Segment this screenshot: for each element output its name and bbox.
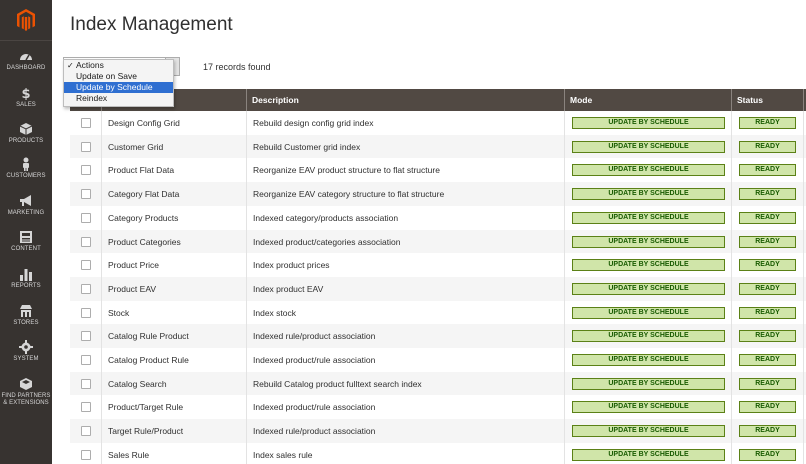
- cell-divider: [731, 395, 732, 419]
- indexer-description: Indexed product/categories association: [253, 236, 401, 247]
- cell-divider: [101, 135, 102, 159]
- sidebar-item-marketing[interactable]: [0, 194, 52, 230]
- indexer-title: Category Flat Data: [108, 189, 180, 200]
- cell-divider: [564, 348, 565, 372]
- cell-divider: [101, 372, 102, 396]
- row-checkbox[interactable]: [81, 260, 91, 270]
- row-checkbox[interactable]: [81, 118, 91, 128]
- table-row[interactable]: [70, 111, 806, 135]
- cell-divider: [246, 372, 247, 396]
- cell-divider: [246, 324, 247, 348]
- row-checkbox[interactable]: [81, 426, 91, 436]
- sidebar-item-products[interactable]: [0, 122, 52, 158]
- cell-divider: [246, 230, 247, 254]
- cell-divider: [246, 395, 247, 419]
- cell-divider: [564, 419, 565, 443]
- table-row[interactable]: [70, 443, 806, 464]
- cell-divider: [564, 206, 565, 230]
- status-badge: READY: [739, 283, 796, 295]
- cell-divider: [101, 443, 102, 464]
- option-label: Actions: [76, 60, 104, 70]
- dashboard-icon: [19, 49, 33, 63]
- row-checkbox[interactable]: [81, 165, 91, 175]
- sidebar-item-content[interactable]: [0, 230, 52, 266]
- megaphone-icon: [19, 194, 33, 208]
- indexer-title: Target Rule/Product: [108, 426, 184, 437]
- indexer-description: Index stock: [253, 307, 296, 318]
- cell-divider: [803, 135, 804, 159]
- mode-badge: UPDATE BY SCHEDULE: [572, 117, 725, 129]
- mode-badge: UPDATE BY SCHEDULE: [572, 283, 725, 295]
- sidebar-item-label: MARKETING: [7, 210, 45, 216]
- sidebar-divider: [0, 40, 52, 41]
- indexer-title: Product Price: [108, 260, 160, 271]
- cell-divider: [101, 419, 102, 443]
- sidebar-item-customers[interactable]: [0, 157, 52, 193]
- status-badge: READY: [739, 117, 796, 129]
- status-badge: READY: [739, 212, 796, 224]
- mode-badge: UPDATE BY SCHEDULE: [572, 425, 725, 437]
- store-icon: [19, 304, 33, 318]
- table-row[interactable]: [70, 253, 806, 277]
- row-checkbox[interactable]: [81, 213, 91, 223]
- indexer-description: Rebuild Catalog product fulltext search index: [253, 378, 422, 389]
- cell-divider: [246, 135, 247, 159]
- indexer-title: Customer Grid: [108, 141, 164, 152]
- row-checkbox[interactable]: [81, 237, 91, 247]
- status-badge: READY: [739, 164, 796, 176]
- row-checkbox[interactable]: [81, 402, 91, 412]
- indexer-title: Product EAV: [108, 283, 157, 294]
- status-badge: READY: [739, 378, 796, 390]
- status-badge: READY: [739, 401, 796, 413]
- cell-divider: [803, 348, 804, 372]
- cell-divider: [803, 206, 804, 230]
- table-row[interactable]: [70, 230, 806, 254]
- column-divider: [803, 89, 804, 111]
- cell-divider: [564, 324, 565, 348]
- actions-option-update-by-schedule[interactable]: [64, 82, 173, 93]
- row-checkbox[interactable]: [81, 331, 91, 341]
- cell-divider: [101, 253, 102, 277]
- page-title: Index Management: [70, 14, 233, 35]
- cell-divider: [731, 372, 732, 396]
- cell-divider: [803, 301, 804, 325]
- cell-divider: [731, 253, 732, 277]
- sidebar-item-stores[interactable]: [0, 304, 52, 340]
- sidebar-item-label: SALES: [16, 102, 36, 108]
- cell-divider: [246, 253, 247, 277]
- cell-divider: [731, 230, 732, 254]
- sidebar-item-label: & EXTENSIONS: [3, 400, 49, 406]
- cell-divider: [564, 372, 565, 396]
- indexer-description: Index sales rule: [253, 449, 313, 460]
- magento-logo[interactable]: [0, 0, 52, 40]
- sidebar-item-find-partners[interactable]: [0, 377, 52, 413]
- indexer-title: Stock: [108, 307, 130, 318]
- table-row[interactable]: [70, 301, 806, 325]
- mode-badge: UPDATE BY SCHEDULE: [572, 354, 725, 366]
- option-label: Update by Schedule: [76, 82, 153, 92]
- row-checkbox[interactable]: [81, 355, 91, 365]
- checkmark-icon: ✓: [67, 61, 74, 70]
- cell-divider: [564, 395, 565, 419]
- table-row[interactable]: [70, 395, 806, 419]
- sidebar-item-label: DASHBOARD: [6, 65, 46, 71]
- cell-divider: [246, 206, 247, 230]
- cell-divider: [731, 182, 732, 206]
- option-label: Reindex: [76, 93, 108, 103]
- sidebar-item-label: FIND PARTNERS: [1, 393, 51, 399]
- status-badge: READY: [739, 236, 796, 248]
- cell-divider: [803, 277, 804, 301]
- cell-divider: [246, 419, 247, 443]
- table-row[interactable]: [70, 206, 806, 230]
- cell-divider: [564, 182, 565, 206]
- cell-divider: [564, 135, 565, 159]
- row-checkbox[interactable]: [81, 308, 91, 318]
- cell-divider: [731, 348, 732, 372]
- dollar-icon: [19, 86, 33, 100]
- indexer-description: Rebuild Customer grid index: [253, 141, 361, 152]
- mode-badge: UPDATE BY SCHEDULE: [572, 164, 725, 176]
- indexer-description: Index product prices: [253, 260, 330, 271]
- table-row[interactable]: [70, 348, 806, 372]
- table-row[interactable]: [70, 135, 806, 159]
- indexer-description: Reorganize EAV product structure to flat structure: [253, 165, 440, 176]
- sidebar-item-sales[interactable]: [0, 86, 52, 122]
- cell-divider: [246, 111, 247, 135]
- indexer-title: Product Flat Data: [108, 165, 175, 176]
- indexer-description: Reorganize EAV category structure to flat structure: [253, 189, 445, 200]
- cell-divider: [803, 253, 804, 277]
- table-row[interactable]: [70, 419, 806, 443]
- cell-divider: [731, 443, 732, 464]
- mode-badge: UPDATE BY SCHEDULE: [572, 236, 725, 248]
- cell-divider: [246, 443, 247, 464]
- cell-divider: [803, 443, 804, 464]
- indexer-description: Indexed rule/product association: [253, 426, 376, 437]
- indexer-description: Indexed product/rule association: [253, 355, 376, 365]
- cell-divider: [564, 230, 565, 254]
- indexer-description: Indexed category/products association: [253, 212, 399, 223]
- table-row[interactable]: [70, 372, 806, 396]
- status-badge: READY: [739, 307, 796, 319]
- table-row[interactable]: [70, 158, 806, 182]
- cell-divider: [803, 111, 804, 135]
- cell-divider: [564, 158, 565, 182]
- sidebar-item-label: CONTENT: [11, 246, 41, 252]
- sidebar-item-label: STORES: [13, 320, 39, 326]
- indexer-title: Category Products: [108, 212, 179, 223]
- status-badge: READY: [739, 259, 796, 271]
- cell-divider: [731, 419, 732, 443]
- cell-divider: [564, 443, 565, 464]
- sidebar-item-reports[interactable]: [0, 267, 52, 303]
- table-row[interactable]: [70, 277, 806, 301]
- indexer-title: Catalog Product Rule: [108, 355, 189, 365]
- indexer-title: Design Config Grid: [108, 118, 180, 128]
- cell-divider: [101, 348, 102, 372]
- sidebar-item-system[interactable]: [0, 340, 52, 376]
- status-badge: READY: [739, 354, 796, 366]
- row-checkbox[interactable]: [81, 379, 91, 389]
- column-divider: [731, 89, 732, 111]
- indexer-title: Catalog Search: [108, 378, 167, 389]
- magento-logo-icon: [17, 9, 35, 31]
- mode-badge: UPDATE BY SCHEDULE: [572, 378, 725, 390]
- cell-divider: [101, 230, 102, 254]
- indexer-description: Indexed rule/product association: [253, 331, 376, 342]
- column-header-description[interactable]: Description: [252, 95, 299, 105]
- cell-divider: [803, 395, 804, 419]
- indexer-description: Indexed product/rule association: [253, 402, 376, 413]
- cell-divider: [731, 135, 732, 159]
- cell-divider: [101, 206, 102, 230]
- mode-badge: UPDATE BY SCHEDULE: [572, 330, 725, 342]
- cell-divider: [731, 111, 732, 135]
- actions-option-reindex[interactable]: [64, 93, 173, 104]
- cell-divider: [731, 301, 732, 325]
- indexer-title: Product/Target Rule: [108, 402, 184, 413]
- cube-icon: [19, 122, 33, 136]
- cell-divider: [803, 324, 804, 348]
- records-found: 17 records found: [203, 62, 271, 72]
- mode-badge: UPDATE BY SCHEDULE: [572, 188, 725, 200]
- cell-divider: [246, 182, 247, 206]
- indexer-description: Rebuild design config grid index: [253, 118, 374, 128]
- indexer-title: Sales Rule: [108, 449, 150, 460]
- sidebar-item-label: SYSTEM: [13, 356, 39, 362]
- indexer-title: Catalog Rule Product: [108, 331, 189, 342]
- cell-divider: [803, 372, 804, 396]
- row-checkbox[interactable]: [81, 142, 91, 152]
- status-badge: READY: [739, 330, 796, 342]
- cell-divider: [246, 301, 247, 325]
- option-label: Update on Save: [76, 71, 137, 81]
- indexer-description: Index product EAV: [253, 283, 324, 294]
- cell-divider: [564, 111, 565, 135]
- row-checkbox[interactable]: [81, 450, 91, 460]
- cell-divider: [101, 324, 102, 348]
- mode-badge: UPDATE BY SCHEDULE: [572, 141, 725, 153]
- cell-divider: [101, 301, 102, 325]
- cell-divider: [101, 111, 102, 135]
- actions-option-actions[interactable]: [64, 60, 173, 71]
- status-badge: READY: [739, 425, 796, 437]
- sidebar-item-label: CUSTOMERS: [6, 173, 46, 179]
- indexer-title: Product Categories: [108, 236, 181, 247]
- mode-badge: UPDATE BY SCHEDULE: [572, 401, 725, 413]
- box-icon: [19, 377, 33, 391]
- column-divider: [564, 89, 565, 111]
- cell-divider: [803, 230, 804, 254]
- person-icon: [19, 157, 33, 171]
- table-row[interactable]: [70, 182, 806, 206]
- cell-divider: [101, 182, 102, 206]
- sidebar-item-dashboard[interactable]: [0, 49, 52, 85]
- status-badge: READY: [739, 449, 796, 461]
- sidebar-item-label: REPORTS: [11, 283, 41, 289]
- mode-badge: UPDATE BY SCHEDULE: [572, 449, 725, 461]
- cell-divider: [564, 301, 565, 325]
- column-header-mode[interactable]: Mode: [570, 95, 593, 105]
- row-checkbox[interactable]: [81, 189, 91, 199]
- column-divider: [246, 89, 247, 111]
- svg-text:$: $: [21, 87, 31, 100]
- sidebar-item-label: PRODUCTS: [8, 138, 44, 144]
- mode-badge: UPDATE BY SCHEDULE: [572, 212, 725, 224]
- cell-divider: [803, 419, 804, 443]
- status-badge: READY: [739, 188, 796, 200]
- table-header: [70, 89, 806, 111]
- cell-divider: [731, 206, 732, 230]
- cell-divider: [101, 395, 102, 419]
- cell-divider: [731, 277, 732, 301]
- column-header-status[interactable]: Status: [737, 95, 763, 105]
- cell-divider: [803, 182, 804, 206]
- cell-divider: [246, 348, 247, 372]
- admin-sidebar: [0, 0, 52, 464]
- actions-dropdown-menu: [63, 59, 174, 107]
- mode-badge: UPDATE BY SCHEDULE: [572, 307, 725, 319]
- cell-divider: [803, 158, 804, 182]
- cell-divider: [101, 158, 102, 182]
- cell-divider: [564, 277, 565, 301]
- gear-icon: [19, 340, 33, 354]
- cell-divider: [101, 277, 102, 301]
- content-icon: [19, 230, 33, 244]
- cell-divider: [731, 324, 732, 348]
- cell-divider: [246, 158, 247, 182]
- actions-option-update-on-save[interactable]: [64, 71, 173, 82]
- bar-chart-icon: [19, 267, 33, 281]
- row-checkbox[interactable]: [81, 284, 91, 294]
- cell-divider: [564, 253, 565, 277]
- table-row[interactable]: [70, 324, 806, 348]
- cell-divider: [731, 158, 732, 182]
- status-badge: READY: [739, 141, 796, 153]
- cell-divider: [246, 277, 247, 301]
- mode-badge: UPDATE BY SCHEDULE: [572, 259, 725, 271]
